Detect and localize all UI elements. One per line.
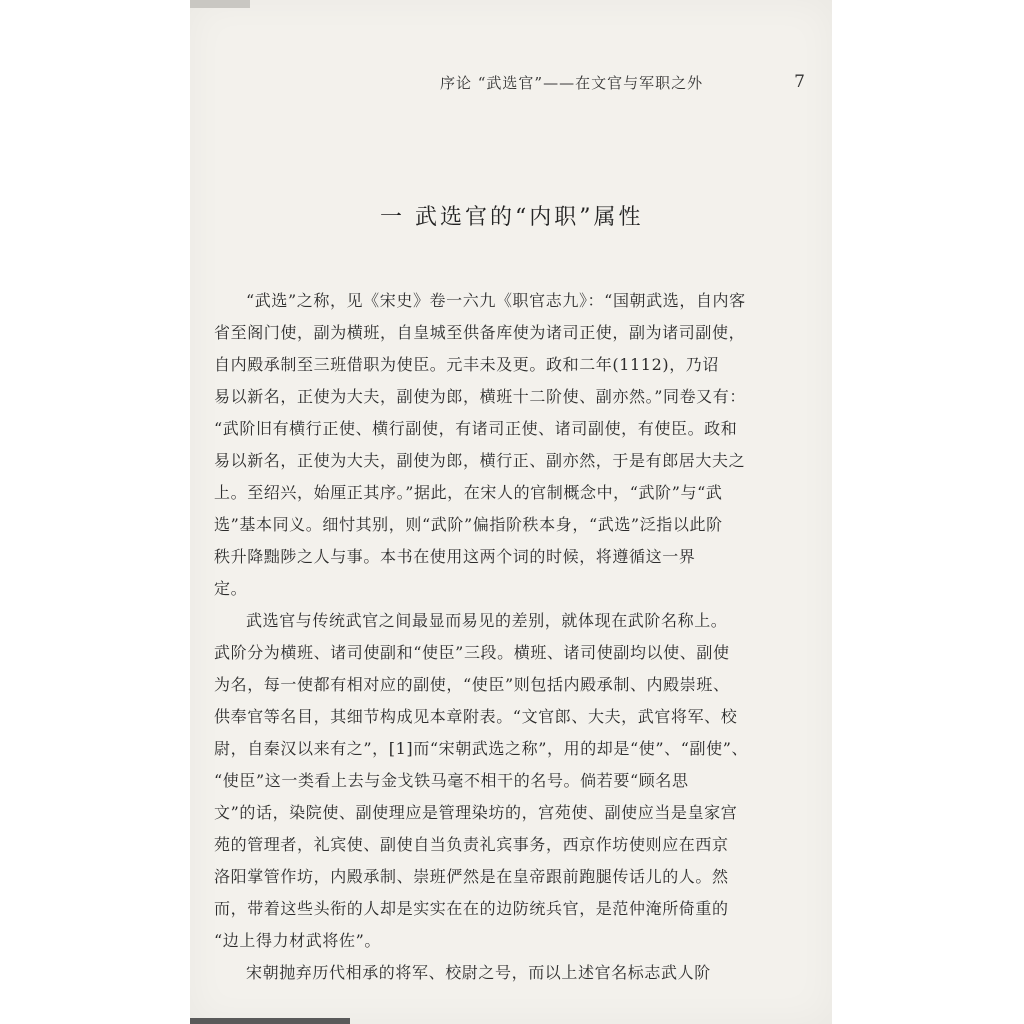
text-line: 洛阳掌管作坊，内殿承制、崇班俨然是在皇帝跟前跑腿传话儿的人。然 bbox=[214, 867, 729, 886]
page-edge-shadow bbox=[190, 0, 250, 8]
text-line: 苑的管理者，礼宾使、副使自当负责礼宾事务，西京作坊使则应在西京 bbox=[214, 835, 729, 854]
body-text bbox=[214, 285, 804, 989]
text-line: 易以新名，正使为大夫，副使为郎，横班十二阶使、副亦然。”同卷又有： bbox=[214, 387, 746, 406]
section-title: 一 武选官的“内职”属性 bbox=[380, 205, 644, 230]
text-line: 武选官与传统武官之间最显而易见的差别，就体现在武阶名称上。 bbox=[246, 611, 728, 630]
text-line: 而，带着这些头衔的人却是实实在在的边防统兵官，是范仲淹所倚重的 bbox=[214, 899, 729, 918]
text-line: “使臣”这一类看上去与金戈铁马毫不相干的名号。倘若要“顾名思 bbox=[214, 771, 689, 790]
text-line: 为名，每一使都有相对应的副使，“使臣”则包括内殿承制、内殿崇班、 bbox=[214, 675, 730, 694]
text-line: 尉，自秦汉以来有之”，[1]而“宋朝武选之称”，用的却是“使”、“副使”、 bbox=[214, 739, 749, 758]
text-line: 上。至绍兴，始厘正其序。”据此，在宋人的官制概念中，“武阶”与“武 bbox=[214, 483, 723, 502]
text-line: 定。 bbox=[214, 579, 248, 598]
text-line: 易以新名，正使为大夫，副使为郎，横行正、副亦然，于是有郎居大夫之 bbox=[214, 451, 746, 470]
page-number: 7 bbox=[794, 72, 806, 92]
text-line: 文”的话，染院使、副使理应是管理染坊的，宫苑使、副使应当是皇家宫 bbox=[214, 803, 738, 822]
text-line: 选”基本同义。细忖其别，则“武阶”偏指阶秩本身，“武选”泛指以此阶 bbox=[214, 515, 723, 534]
text-line: 省至阁门使，副为横班，自皇城至供备库使为诸司正使，副为诸司副使， bbox=[214, 323, 746, 342]
text-line: 供奉官等名目，其细节构成见本章附表。“文官郎、大夫，武官将军、校 bbox=[214, 707, 738, 726]
text-line: 秩升降黜陟之人与事。本书在使用这两个词的时候，将遵循这一界 bbox=[214, 547, 696, 566]
text-line: 自内殿承制至三班借职为使臣。元丰未及更。政和二年(1112)，乃诏 bbox=[214, 355, 720, 374]
scan-edge-strip bbox=[190, 1018, 350, 1024]
text-line: “武选”之称，见《宋史》卷一六九《职官志九》：“国朝武选，自内客 bbox=[246, 291, 746, 310]
text-line: “边上得力材武将佐”。 bbox=[214, 931, 381, 950]
paragraph bbox=[214, 957, 804, 989]
running-head-title: 序论 “武选官”——在文官与军职之外 bbox=[440, 74, 704, 92]
book-page bbox=[190, 0, 832, 1024]
text-line: 宋朝抛弃历代相承的将军、校尉之号，而以上述官名标志武人阶 bbox=[246, 963, 711, 982]
text-line: 武阶分为横班、诸司使副和“使臣”三段。横班、诸司使副均以使、副使 bbox=[214, 643, 730, 662]
paragraph bbox=[214, 285, 804, 605]
text-line: “武阶旧有横行正使、横行副使，有诸司正使、诸司副使，有使臣。政和 bbox=[214, 419, 738, 438]
paragraph bbox=[214, 605, 804, 957]
running-head bbox=[440, 72, 810, 93]
